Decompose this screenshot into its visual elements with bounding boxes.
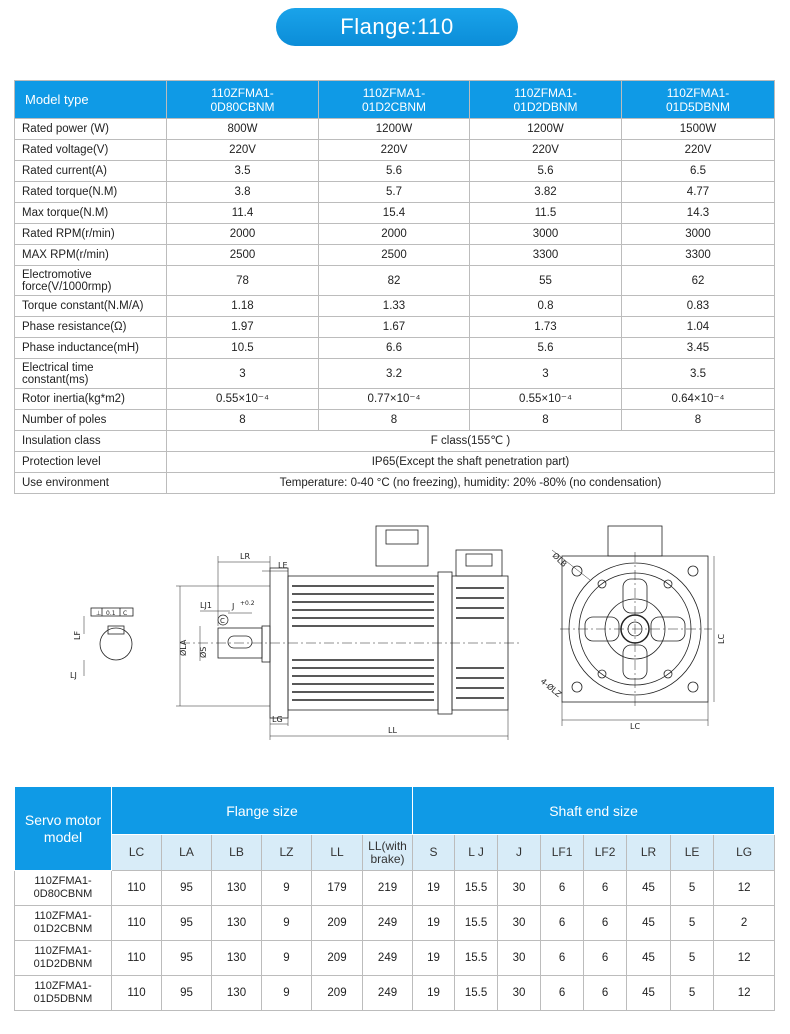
spec-cell: 1500W — [622, 119, 775, 140]
spec-merged-cell: F class(155℃ ) — [167, 431, 775, 452]
dim-cell: 130 — [212, 871, 262, 906]
dim-cell: 110 — [112, 976, 162, 1011]
spec-cell: 3000 — [622, 224, 775, 245]
spec-row — [15, 161, 775, 182]
servo-model-header: Servo motor model — [15, 787, 112, 871]
spec-row-label: Rated torque(N.M) — [15, 182, 167, 203]
dim-cell: 130 — [212, 976, 262, 1011]
dim-cell: 19 — [413, 871, 455, 906]
table-row — [15, 906, 775, 941]
spec-cell: 3000 — [470, 224, 622, 245]
dim-column-header: LE — [671, 835, 714, 871]
spec-cell: 220V — [622, 140, 775, 161]
spec-cell: 0.83 — [622, 296, 775, 317]
dim-column-header: LG — [714, 835, 775, 871]
spec-row-label: Rated power (W) — [15, 119, 167, 140]
spec-row-label: Use environment — [15, 473, 167, 494]
dim-cell: 95 — [162, 906, 212, 941]
dim-lz-label: 4-ØLZ — [538, 676, 564, 700]
spec-row-label: Rated current(A) — [15, 161, 167, 182]
spec-row — [15, 119, 775, 140]
dim-cell: 6 — [584, 941, 627, 976]
spec-cell: 0.77×10⁻⁴ — [319, 389, 470, 410]
spec-cell: 2500 — [167, 245, 319, 266]
dim-cell: 5 — [671, 941, 714, 976]
dim-cell: 15.5 — [455, 941, 498, 976]
dim-column-header: LZ — [262, 835, 312, 871]
dim-cell: 9 — [262, 871, 312, 906]
spec-cell: 220V — [319, 140, 470, 161]
spec-row-label: Electrical time constant(ms) — [15, 359, 167, 389]
spec-cell: 5.6 — [319, 161, 470, 182]
dim-column-header: LA — [162, 835, 212, 871]
model-header: 110ZFMA1- 01D2CBNM — [319, 81, 470, 119]
spec-cell: 800W — [167, 119, 319, 140]
model-header: 110ZFMA1- 0D80CBNM — [167, 81, 319, 119]
dim-lc-bottom-label: LC — [630, 722, 641, 731]
spec-row — [15, 296, 775, 317]
spec-cell: 55 — [470, 266, 622, 296]
dim-cell: 19 — [413, 976, 455, 1011]
dim-cell: 95 — [162, 976, 212, 1011]
spec-cell: 82 — [319, 266, 470, 296]
spec-cell: 14.3 — [622, 203, 775, 224]
dim-cell: 5 — [671, 906, 714, 941]
dim-cell: 30 — [498, 871, 541, 906]
spec-row-label: Protection level — [15, 452, 167, 473]
spec-cell: 62 — [622, 266, 775, 296]
spec-row-label: Phase resistance(Ω) — [15, 317, 167, 338]
model-header: 110ZFMA1- 01D2DBNM — [470, 81, 622, 119]
spec-row — [15, 359, 775, 389]
flange-size-header: Flange size — [112, 787, 413, 835]
dim-cell: 110 — [112, 906, 162, 941]
dim-cell: 30 — [498, 906, 541, 941]
dim-cell: 6 — [541, 976, 584, 1011]
spec-cell: 0.55×10⁻⁴ — [167, 389, 319, 410]
dim-cell: 130 — [212, 941, 262, 976]
spec-row-label: Rated RPM(r/min) — [15, 224, 167, 245]
dim-cell: 5 — [671, 976, 714, 1011]
dim-column-header: LB — [212, 835, 262, 871]
dim-cell: 249 — [363, 906, 413, 941]
spec-cell: 11.5 — [470, 203, 622, 224]
spec-row — [15, 473, 775, 494]
dim-lj1-label: LJ1 — [200, 601, 212, 610]
spec-cell: 78 — [167, 266, 319, 296]
dim-cell: 9 — [262, 941, 312, 976]
dim-cell: 12 — [714, 976, 775, 1011]
model-type-header: Model type — [15, 81, 167, 119]
dim-cell: 19 — [413, 941, 455, 976]
dim-lr-label: LR — [240, 552, 251, 561]
dim-cell: 95 — [162, 941, 212, 976]
dim-cell: 110 — [112, 871, 162, 906]
dim-cell: 6 — [541, 941, 584, 976]
dim-cell: 6 — [584, 906, 627, 941]
model-cell: 110ZFMA1- 0D80CBNM — [15, 871, 112, 906]
dim-lj-label: LJ — [70, 671, 77, 680]
spec-cell: 1.33 — [319, 296, 470, 317]
dim-cell: 2 — [714, 906, 775, 941]
dim-j-tolerance: +0.2 — [240, 600, 255, 607]
spec-row — [15, 182, 775, 203]
dim-cell: 15.5 — [455, 976, 498, 1011]
spec-row — [15, 266, 775, 296]
spec-row — [15, 245, 775, 266]
dim-cell: 45 — [627, 906, 671, 941]
dim-cell: 179 — [312, 871, 363, 906]
spec-row-label: Insulation class — [15, 431, 167, 452]
dim-cell: 6 — [584, 976, 627, 1011]
fcf-datum: C — [123, 610, 128, 617]
spec-cell: 3.2 — [319, 359, 470, 389]
model-header: 110ZFMA1- 01D5DBNM — [622, 81, 775, 119]
dim-lc-label: LC — [717, 633, 726, 644]
dim-cell: 249 — [363, 976, 413, 1011]
spec-row — [15, 452, 775, 473]
dim-column-header: LR — [627, 835, 671, 871]
spec-row — [15, 338, 775, 359]
dim-lf-label: LF — [73, 630, 82, 640]
spec-cell: 3.5 — [622, 359, 775, 389]
spec-row — [15, 410, 775, 431]
dim-cell: 15.5 — [455, 906, 498, 941]
spec-row-label: MAX RPM(r/min) — [15, 245, 167, 266]
mount-hole — [688, 566, 698, 576]
dim-cell: 9 — [262, 976, 312, 1011]
motor-dimension-drawing — [0, 516, 790, 776]
dim-column-header: J — [498, 835, 541, 871]
side-view — [176, 526, 520, 740]
spec-cell: 3.82 — [470, 182, 622, 203]
spec-cell: 3 — [470, 359, 622, 389]
connector-top — [376, 526, 428, 566]
dim-ll-label: LL — [388, 726, 397, 735]
spec-merged-cell: IP65(Except the shaft penetration part) — [167, 452, 775, 473]
spec-row — [15, 317, 775, 338]
spec-cell: 3.8 — [167, 182, 319, 203]
dim-cell: 130 — [212, 906, 262, 941]
dim-cell: 30 — [498, 941, 541, 976]
spec-cell: 15.4 — [319, 203, 470, 224]
spec-cell: 1.04 — [622, 317, 775, 338]
spec-cell: 4.77 — [622, 182, 775, 203]
spec-cell: 0.8 — [470, 296, 622, 317]
dim-cell: 9 — [262, 906, 312, 941]
spec-row — [15, 140, 775, 161]
dimension-table — [14, 786, 775, 1011]
dim-column-header: S — [413, 835, 455, 871]
spec-cell: 3300 — [622, 245, 775, 266]
spec-cell: 6.6 — [319, 338, 470, 359]
dim-column-header: LF1 — [541, 835, 584, 871]
spec-cell: 5.7 — [319, 182, 470, 203]
spec-cell: 3.5 — [167, 161, 319, 182]
spec-row-label: Electromotive force(V/1000rmp) — [15, 266, 167, 296]
spec-row — [15, 203, 775, 224]
dim-cell: 110 — [112, 941, 162, 976]
spec-row-label: Rotor inertia(kg*m2) — [15, 389, 167, 410]
dim-cell: 19 — [413, 906, 455, 941]
spec-cell: 1.67 — [319, 317, 470, 338]
fcf-symbol-icon: ⊥ — [96, 610, 102, 617]
dim-cell: 15.5 — [455, 871, 498, 906]
spec-table — [14, 80, 775, 494]
dim-cell: 95 — [162, 871, 212, 906]
spec-cell: 220V — [470, 140, 622, 161]
mount-hole — [572, 682, 582, 692]
dim-cell: 6 — [541, 906, 584, 941]
spec-cell: 0.64×10⁻⁴ — [622, 389, 775, 410]
model-cell: 110ZFMA1- 01D2CBNM — [15, 906, 112, 941]
spec-cell: 8 — [167, 410, 319, 431]
spec-cell: 2000 — [167, 224, 319, 245]
dim-cell: 6 — [584, 871, 627, 906]
table-row — [15, 871, 775, 906]
dim-cell: 6 — [541, 871, 584, 906]
spec-cell: 2500 — [319, 245, 470, 266]
spec-cell: 1.73 — [470, 317, 622, 338]
dim-cell: 12 — [714, 941, 775, 976]
spec-row-label: Rated voltage(V) — [15, 140, 167, 161]
dim-cell: 12 — [714, 871, 775, 906]
dim-column-header: LL — [312, 835, 363, 871]
spec-merged-cell: Temperature: 0-40 °C (no freezing), humidity: 20% -80% (no condensation) — [167, 473, 775, 494]
shaft-section — [84, 608, 133, 676]
spec-cell: 3.45 — [622, 338, 775, 359]
spec-cell: 1.97 — [167, 317, 319, 338]
mount-hole — [572, 566, 582, 576]
spec-cell: 11.4 — [167, 203, 319, 224]
spec-cell: 8 — [470, 410, 622, 431]
dim-cell: 45 — [627, 976, 671, 1011]
dim-column-header: LF2 — [584, 835, 627, 871]
model-cell: 110ZFMA1- 01D5DBNM — [15, 976, 112, 1011]
dim-column-header: LL(with brake) — [363, 835, 413, 871]
table-row — [15, 941, 775, 976]
front-view — [552, 526, 714, 726]
spec-cell: 6.5 — [622, 161, 775, 182]
dim-lg-label: LG — [272, 715, 283, 724]
dim-cell: 45 — [627, 871, 671, 906]
spec-cell: 1200W — [319, 119, 470, 140]
dim-cell: 209 — [312, 976, 363, 1011]
spec-row-label: Number of poles — [15, 410, 167, 431]
spec-cell: 3 — [167, 359, 319, 389]
spec-cell: 220V — [167, 140, 319, 161]
spec-row-label: Max torque(N.M) — [15, 203, 167, 224]
spec-cell: 5.6 — [470, 161, 622, 182]
spec-row-label: Torque constant(N.M/A) — [15, 296, 167, 317]
spec-row — [15, 431, 775, 452]
dim-cell: 209 — [312, 906, 363, 941]
mount-hole — [688, 682, 698, 692]
dim-cell: 209 — [312, 941, 363, 976]
dim-la-label: ØLA — [179, 639, 188, 656]
spec-cell: 3300 — [470, 245, 622, 266]
spec-cell: 5.6 — [470, 338, 622, 359]
spec-row-label: Phase inductance(mH) — [15, 338, 167, 359]
page-title: Flange:110 — [276, 8, 518, 46]
spec-cell: 8 — [622, 410, 775, 431]
spec-cell: 2000 — [319, 224, 470, 245]
table-row — [15, 976, 775, 1011]
datum-c-label: C — [220, 617, 225, 625]
spec-row — [15, 224, 775, 245]
spec-cell: 1.18 — [167, 296, 319, 317]
dim-cell: 249 — [363, 941, 413, 976]
dim-le-label: LE — [278, 561, 288, 570]
dim-cell: 45 — [627, 941, 671, 976]
dim-cell: 5 — [671, 871, 714, 906]
model-cell: 110ZFMA1- 01D2DBNM — [15, 941, 112, 976]
shaft-end-size-header: Shaft end size — [413, 787, 775, 835]
spec-cell: 1200W — [470, 119, 622, 140]
dim-column-header: L J — [455, 835, 498, 871]
dim-cell: 30 — [498, 976, 541, 1011]
dim-s-label: ØS — [199, 646, 208, 658]
dim-lb-label: ØLB — [550, 551, 569, 569]
spec-row — [15, 389, 775, 410]
spec-cell: 10.5 — [167, 338, 319, 359]
dim-j-label: J — [232, 602, 235, 611]
dim-cell: 219 — [363, 871, 413, 906]
dim-column-header: LC — [112, 835, 162, 871]
keyway — [228, 636, 252, 648]
fcf-flatness: 0.1 — [106, 610, 116, 617]
spec-cell: 8 — [319, 410, 470, 431]
spec-cell: 0.55×10⁻⁴ — [470, 389, 622, 410]
